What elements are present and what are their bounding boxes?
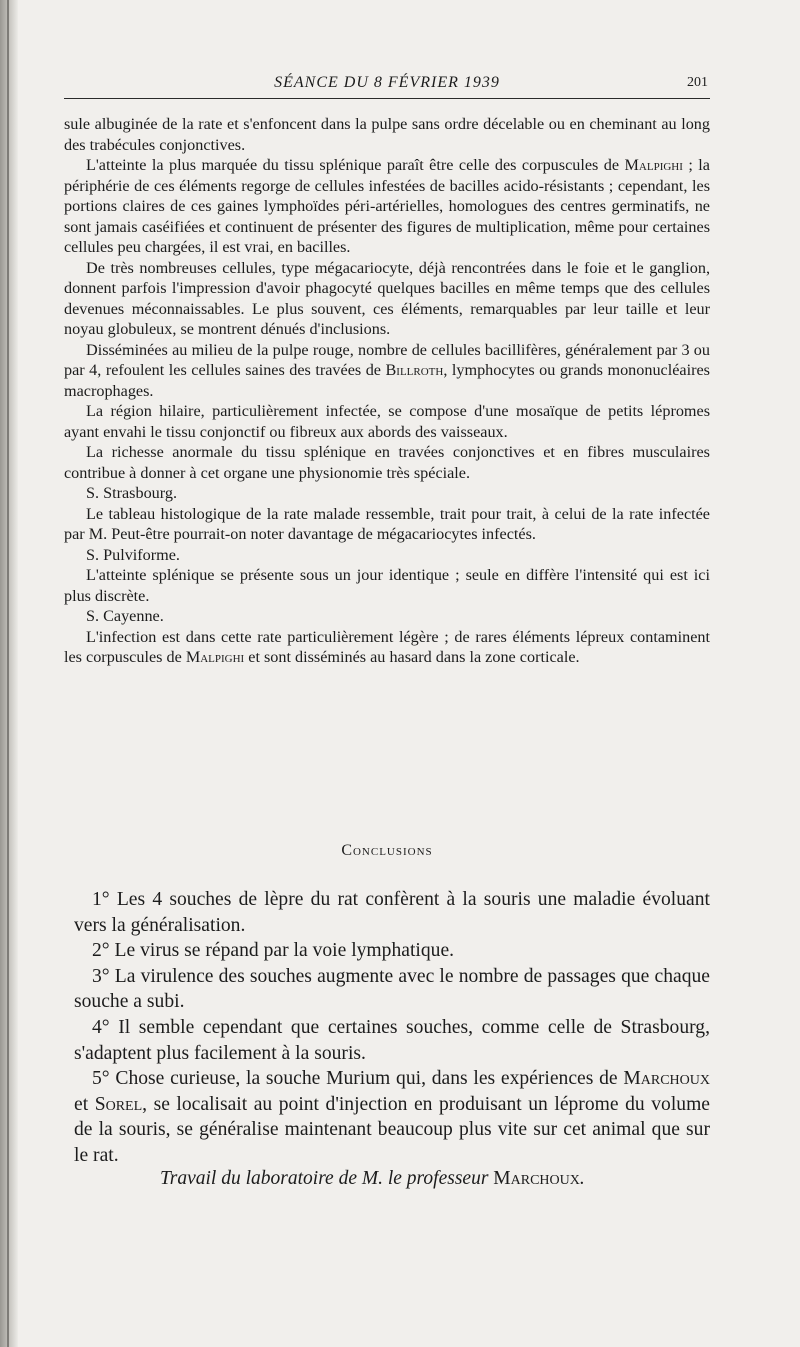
running-header-title: SÉANCE DU 8 FÉVRIER 1939 bbox=[274, 74, 500, 91]
conclusion-item bbox=[74, 1066, 710, 1168]
paragraph: Le tableau histologique de la rate malade ressemble, trait pour trait, à celui de la rate infectée par M. Peut-être pourrait-on noter davantage de mégacariocytes infectés. bbox=[64, 504, 710, 543]
credit-end: . bbox=[579, 1168, 585, 1189]
author-name: Malpighi bbox=[185, 648, 245, 666]
strain-heading: S. Pulviforme. bbox=[86, 545, 180, 564]
author-name: Billroth bbox=[385, 361, 444, 379]
paragraph bbox=[64, 155, 710, 258]
strain-heading: S. Cayenne. bbox=[86, 607, 164, 625]
page-gutter-line bbox=[7, 0, 9, 1347]
laboratory-credit bbox=[160, 1168, 720, 1190]
text-run: L'atteinte la plus marquée du tissu splénique paraît être celle des corpuscules de bbox=[86, 156, 625, 174]
conclusion-item: 3° La virulence des souches augmente avec le nombre de passages que chaque souche a subi. bbox=[74, 965, 710, 1013]
paragraph bbox=[64, 627, 710, 668]
paragraph: sule albuginée de la rate et s'enfoncent dans la pulpe sans ordre décelable ou en cheminant au long des trabécules conjonctives. bbox=[64, 115, 710, 154]
page-number: 201 bbox=[687, 75, 708, 90]
author-name: Marchoux bbox=[623, 1068, 710, 1090]
paragraph bbox=[64, 340, 710, 402]
author-name: Marchoux bbox=[493, 1168, 580, 1189]
author-name: Sorel bbox=[94, 1093, 143, 1115]
credit-text: Travail du laboratoire de M. le professeur bbox=[160, 1168, 494, 1189]
conclusions-heading: Conclusions bbox=[341, 842, 433, 859]
text-run: et bbox=[74, 1093, 95, 1115]
strain-heading: S. Strasbourg. bbox=[86, 484, 177, 502]
conclusion-item: 2° Le virus se répand par la voie lymphatique. bbox=[92, 940, 455, 962]
article-body bbox=[64, 114, 710, 668]
text-run: L'infection est dans cette rate particulièrement légère ; de rares éléments lépreux contaminent les corpuscules de bbox=[64, 627, 710, 666]
author-name: Malpighi bbox=[624, 156, 683, 174]
conclusion-item: 1° Les 4 souches de lèpre du rat confèrent à la souris une maladie évoluant vers la généralisation. bbox=[74, 889, 710, 936]
paragraph: De très nombreuses cellules, type mégacariocyte, déjà rencontrées dans le foie et le ganglion, donnent parfois l'impression d'avoir phagocyté quelques bacilles en même temps que des cellules devenues méconnaissables. Le plus souvent, ces éléments, remarquables par leur taille et leur noyau globuleux, se montrent dénués d'inclusions. bbox=[64, 258, 710, 338]
text-run: ; la périphérie de ces éléments regorge de cellules infestées de bacilles acido-résistants ; cependant, les portions claires de ces gaines lymphoïdes péri-artérielles, homologues des centres germinatifs, ne sont jamais caséifiées et continuent de présenter des figures de multiplication, même pour certaines cellules peu chargées, il est vrai, en bacilles. bbox=[64, 156, 710, 256]
text-run: 5° Chose curieuse, la souche Murium qui, dans les expériences de bbox=[92, 1068, 624, 1090]
paragraph: La richesse anormale du tissu splénique en travées conjonctives et en fibres musculaires contribue à donner à cet organe une physionomie très spéciale. bbox=[64, 443, 710, 482]
conclusion-item: 4° Il semble cependant que certaines souches, comme celle de Strasbourg, s'adaptent plus facilement à la souris. bbox=[74, 1016, 710, 1064]
text-run: , lymphocytes ou grands mononucléaires macrophages. bbox=[64, 361, 710, 400]
conclusions-list bbox=[74, 887, 710, 1169]
text-run: et sont disséminés au hasard dans la zone corticale. bbox=[244, 648, 580, 666]
header-rule bbox=[64, 98, 710, 99]
text-run: , se localisait au point d'injection en produisant un lépromе du volume de la souris, se généralise maintenant beaucoup plus vite sur cet animal que sur le rat. bbox=[74, 1093, 711, 1166]
paragraph: L'atteinte splénique se présente sous un jour identique ; seule en diffère l'intensité qui est ici plus discrète. bbox=[64, 566, 710, 605]
running-header bbox=[64, 72, 710, 94]
text-run: Disséminées au milieu de la pulpe rouge, nombre de cellules bacillifères, généralement par 3 ou par 4, refoulent les cellules saines des travées de bbox=[64, 340, 710, 379]
page-gutter-shadow bbox=[0, 0, 18, 1347]
paragraph: La région hilaire, particulièrement infectée, se compose d'une mosaïque de petits lépromes ayant envahi le tissu conjonctif ou fibreux aux abords des vaisseaux. bbox=[64, 402, 710, 441]
